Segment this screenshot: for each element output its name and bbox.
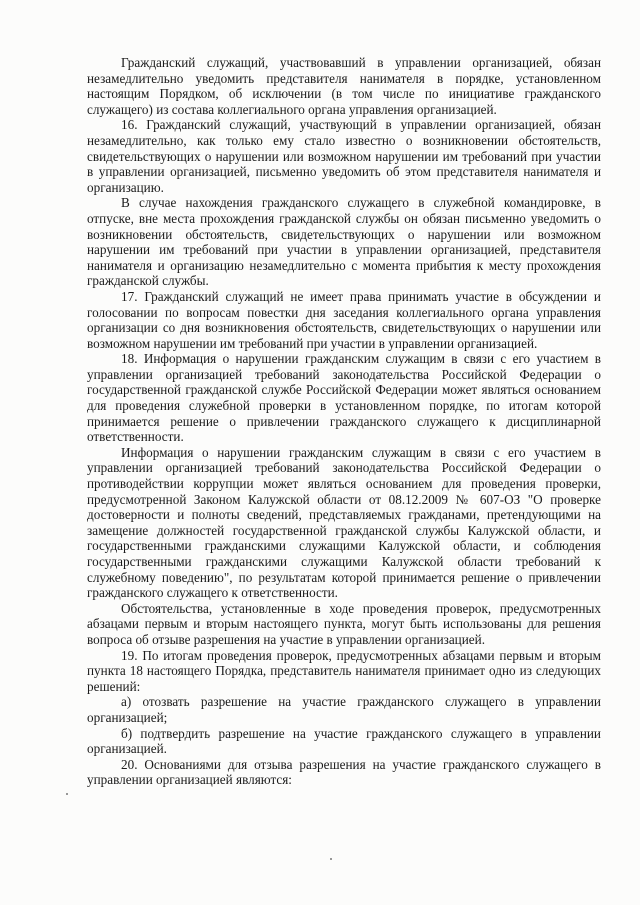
paragraph-business-trip: В случае нахождения гражданского служащего в служебной командировке, в отпуске, вне места прохождения гражданской службы он обязан письменно уведомить о возникновении обстоятельств, свидетельствующих о нарушении или возможном нарушении им требований при участии в управлении организацией, представителя нанимателя и организацию незамедлительно с момента прибытия к месту прохождения гражданской службы. xyxy=(87,195,601,289)
paragraph-18-circumstances: Обстоятельства, установленные в ходе проведения проверок, предусмотренных абзацами первым и вторым настоящего пункта, могут быть использованы для решения вопроса об отзыве разрешения на участие в управлении организацией. xyxy=(87,600,601,647)
paragraph-19: 19. По итогам проведения проверок, предусмотренных абзацами первым и вторым пункта 18 настоящего Порядка, представитель нанимателя принимает одно из следующих решений: xyxy=(87,647,601,694)
document-body xyxy=(87,55,601,788)
scan-speck xyxy=(66,793,68,795)
scan-speck xyxy=(330,858,332,860)
paragraph-17: 17. Гражданский служащий не имеет права принимать участие в обсуждении и голосовании по вопросам повестки дня заседания коллегиального органа управления организации со дня возникновения обстоятельств, свидетельствующих о нарушении или возможном нарушении им требований при участии в управлении организацией. xyxy=(87,288,601,351)
paragraph-16: 16. Гражданский служащий, участвующий в управлении организацией, обязан незамедлительно, как только ему стало известно о возникновении обстоятельств, свидетельствующих о нарушении или возможном нарушении им требований при участии в управлении организацией, письменно уведомить об этом представителя нанимателя и организацию. xyxy=(87,117,601,195)
paragraph-18-corruption: Информация о нарушении гражданским служащим в связи с его участием в управлении организацией требований законодательства Российской Федерации о противодействии коррупции может являться основанием для проведения проверки, предусмотренной Законом Калужской области от 08.12.2009 № 607-ОЗ "О проверке достоверности и полноты сведений, представляемых гражданами, претендующими на замещение должностей государственной гражданской службы Калужской области, и государственными гражданскими служащими Калужской области, и соблюдения государственными гражданскими служащими Калужской области требований к служебному поведению", по результатам которой принимается решение о привлечении гражданского служащего к ответственности. xyxy=(87,444,601,601)
paragraph-19-b: б) подтвердить разрешение на участие гражданского служащего в управлении организацией. xyxy=(87,725,601,757)
paragraph-notify-exclusion: Гражданский служащий, участвовавший в управлении организацией, обязан незамедлительно уведомить представителя нанимателя в порядке, установленном настоящим Порядком, об исключении (в том числе по инициативе гражданского служащего) из состава коллегиального органа управления организацией. xyxy=(87,55,601,117)
paragraph-20: 20. Основаниями для отзыва разрешения на участие гражданского служащего в управлении организацией являются: xyxy=(87,756,601,788)
paragraph-18: 18. Информация о нарушении гражданским служащим в связи с его участием в управлении организацией требований законодательства Российской Федерации о государственной гражданской службе Российской Федерации может являться основанием для проведения служебной проверки в установленном порядке, по итогам которой принимается решение о привлечении гражданского служащего к дисциплинарной ответственности. xyxy=(87,351,601,445)
paragraph-19-a: а) отозвать разрешение на участие гражданского служащего в управлении организацией; xyxy=(87,694,601,725)
